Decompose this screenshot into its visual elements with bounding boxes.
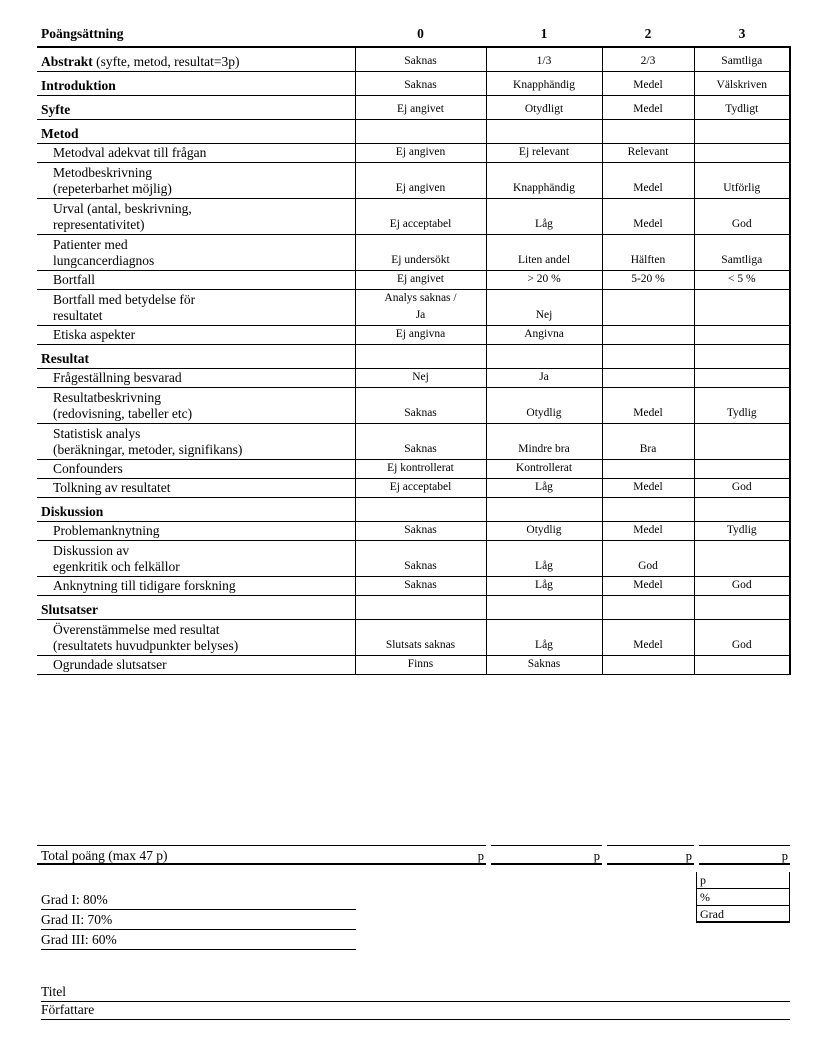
score-cell-2[interactable] (602, 497, 694, 521)
score-cell-1[interactable]: Knapphändig (486, 71, 602, 95)
score-cell-0[interactable]: Slutsats saknas (355, 619, 486, 655)
score-cell-0[interactable]: Ej angiven (355, 143, 486, 162)
score-cell-1[interactable]: 1/3 (486, 47, 602, 71)
score-cell-2[interactable] (602, 459, 694, 478)
score-cell-3[interactable]: Samtliga (694, 234, 790, 270)
score-cell-3[interactable] (694, 289, 790, 325)
criterion-label (37, 576, 355, 595)
score-cell-0[interactable]: Ej angiven (355, 162, 486, 198)
criterion-text: Metodbeskrivning (repeterbarhet möjlig) (53, 164, 172, 196)
score-cell-3[interactable] (694, 143, 790, 162)
header-col-1: 1 (540, 26, 548, 41)
criterion-text: Diskussion (41, 503, 104, 519)
criterion-label (37, 47, 355, 71)
score-cell-1[interactable]: Ej relevant (486, 143, 602, 162)
score-cell-3[interactable]: God (694, 478, 790, 497)
score-cell-3[interactable]: Tydlig (694, 521, 790, 540)
table-row (37, 198, 790, 234)
criterion-text: Syfte (41, 101, 71, 117)
score-cell-2[interactable]: Bra (602, 423, 694, 459)
summary-box (696, 872, 790, 923)
table-row (37, 540, 790, 576)
score-cell-1[interactable]: Otydlig (486, 387, 602, 423)
score-cell-0[interactable] (355, 595, 486, 619)
score-cell-3[interactable] (694, 119, 790, 143)
score-cell-0[interactable]: Analys saknas / Ja (355, 289, 486, 325)
criterion-text: Ogrundade slutsatser (53, 656, 167, 672)
header-col-2: 2 (644, 26, 652, 41)
total-col-0[interactable]: p (355, 845, 486, 865)
score-cell-2[interactable]: 2/3 (602, 47, 694, 71)
total-col-2[interactable]: p (607, 845, 694, 865)
score-cell-0[interactable] (355, 497, 486, 521)
criterion-text: Slutsatser (41, 601, 98, 617)
score-cell-1[interactable]: Otydligt (486, 95, 602, 119)
score-cell-1[interactable]: > 20 % (486, 270, 602, 289)
score-cell-2[interactable]: Relevant (602, 143, 694, 162)
score-cell-3[interactable] (694, 459, 790, 478)
criterion-label (37, 71, 355, 95)
score-cell-3[interactable] (694, 423, 790, 459)
table-row (37, 289, 790, 325)
score-cell-1[interactable]: Låg (486, 540, 602, 576)
score-cell-0[interactable]: Saknas (355, 576, 486, 595)
summary-grade[interactable]: Grad (696, 906, 790, 923)
score-cell-3[interactable]: God (694, 619, 790, 655)
criterion-text: Tolkning av resultatet (53, 479, 171, 495)
table-row (37, 423, 790, 459)
criterion-text: Överenstämmelse med resultat (resultatets huvudpunkter belyses) (53, 621, 239, 653)
table-row (37, 521, 790, 540)
table-row (37, 234, 790, 270)
total-row (37, 845, 790, 865)
score-cell-2[interactable]: Medel (602, 576, 694, 595)
score-cell-1[interactable]: Angivna (486, 325, 602, 344)
score-cell-2[interactable]: Medel (602, 71, 694, 95)
score-cell-2[interactable] (602, 289, 694, 325)
table-row (37, 344, 790, 368)
header-label: Poängsättning (41, 26, 124, 41)
criterion-label (37, 270, 355, 289)
score-cell-1[interactable]: Liten andel (486, 234, 602, 270)
table-row (37, 71, 790, 95)
score-cell-0[interactable]: Ej undersökt (355, 234, 486, 270)
criterion-text: Metod (41, 125, 79, 141)
score-cell-1[interactable] (486, 344, 602, 368)
criterion-label (37, 387, 355, 423)
header-col-0: 0 (417, 26, 424, 41)
score-cell-2[interactable]: Medel (602, 478, 694, 497)
criterion-label (37, 95, 355, 119)
score-cell-2[interactable] (602, 368, 694, 387)
score-cell-0[interactable]: Saknas (355, 540, 486, 576)
criterion-text: Resultat (41, 350, 89, 366)
score-cell-1[interactable]: Knapphändig (486, 162, 602, 198)
score-cell-0[interactable]: Ej acceptabel (355, 198, 486, 234)
score-cell-2[interactable]: Medel (602, 387, 694, 423)
criterion-label (37, 478, 355, 497)
score-cell-2[interactable]: Medel (602, 198, 694, 234)
header-col-3: 3 (738, 26, 746, 41)
table-row (37, 459, 790, 478)
table-row (37, 595, 790, 619)
score-cell-0[interactable]: Ej acceptabel (355, 478, 486, 497)
table-row (37, 497, 790, 521)
score-cell-2[interactable] (602, 595, 694, 619)
score-cell-0[interactable]: Finns (355, 655, 486, 674)
criterion-text: Problemanknytning (53, 522, 160, 538)
score-cell-3[interactable] (694, 325, 790, 344)
table-row (37, 95, 790, 119)
score-cell-1[interactable]: Saknas (486, 655, 602, 674)
score-cell-3[interactable] (694, 368, 790, 387)
score-cell-2[interactable] (602, 655, 694, 674)
score-cell-2[interactable] (602, 344, 694, 368)
score-cell-3[interactable]: Välskriven (694, 71, 790, 95)
score-cell-0[interactable]: Saknas (355, 387, 486, 423)
criterion-note: (syfte, metod, resultat=3p) (92, 53, 240, 69)
score-cell-0[interactable]: Ej angivet (355, 270, 486, 289)
score-cell-1[interactable]: Låg (486, 198, 602, 234)
score-cell-2[interactable] (602, 119, 694, 143)
criterion-label (37, 368, 355, 387)
score-cell-0[interactable]: Ej angivna (355, 325, 486, 344)
score-cell-1[interactable]: Mindre bra (486, 423, 602, 459)
grade-3: Grad III: 60% (41, 930, 356, 950)
grade-1: Grad I: 80% (41, 890, 356, 910)
table-row (37, 47, 790, 71)
criterion-label (37, 325, 355, 344)
score-cell-0[interactable]: Saknas (355, 47, 486, 71)
criterion-text: Etiska aspekter (53, 326, 136, 342)
criterion-text: Abstrakt (41, 53, 93, 69)
table-row (37, 270, 790, 289)
total-col-1[interactable]: p (491, 845, 602, 865)
scoring-table-body (37, 47, 790, 674)
score-cell-0[interactable]: Ej kontrollerat (355, 459, 486, 478)
summary-percent[interactable]: % (696, 889, 790, 906)
criterion-text: Urval (antal, beskrivning, representativitet) (53, 200, 192, 232)
criterion-label (37, 344, 355, 368)
criterion-text: Bortfall (53, 271, 95, 287)
score-cell-3[interactable]: Tydlig (694, 387, 790, 423)
criterion-label (37, 143, 355, 162)
criterion-label (37, 595, 355, 619)
criterion-label (37, 459, 355, 478)
score-cell-1[interactable]: Ja (486, 368, 602, 387)
title-field[interactable]: Titel (41, 982, 790, 1002)
summary-points[interactable]: p (696, 872, 790, 889)
score-cell-1[interactable]: Otydlig (486, 521, 602, 540)
criterion-text: Frågeställning besvarad (53, 369, 182, 385)
table-row (37, 119, 790, 143)
criterion-label (37, 198, 355, 234)
table-row (37, 368, 790, 387)
criterion-text: Patienter med lungcancerdiagnos (53, 236, 155, 268)
score-cell-3[interactable]: Samtliga (694, 47, 790, 71)
score-cell-2[interactable]: Medel (602, 619, 694, 655)
score-cell-3[interactable] (694, 497, 790, 521)
score-cell-1[interactable]: Kontrollerat (486, 459, 602, 478)
criterion-text: Diskussion av egenkritik och felkällor (53, 542, 180, 574)
criterion-text: Statistisk analys (beräkningar, metoder, signifikans) (53, 425, 243, 457)
score-cell-0[interactable]: Nej (355, 368, 486, 387)
score-cell-3[interactable] (694, 655, 790, 674)
score-cell-1[interactable] (486, 119, 602, 143)
criterion-text: Resultatbeskrivning (redovisning, tabeller etc) (53, 389, 193, 421)
criterion-label (37, 119, 355, 143)
score-cell-2[interactable]: Medel (602, 95, 694, 119)
score-cell-2[interactable]: Hälften (602, 234, 694, 270)
score-cell-3[interactable]: God (694, 576, 790, 595)
table-row (37, 478, 790, 497)
score-cell-3[interactable] (694, 595, 790, 619)
score-cell-0[interactable]: Saknas (355, 71, 486, 95)
author-field[interactable]: Författare (41, 1000, 790, 1020)
table-row (37, 387, 790, 423)
criterion-label (37, 423, 355, 459)
criterion-label (37, 540, 355, 576)
criterion-label (37, 289, 355, 325)
table-row (37, 143, 790, 162)
table-row (37, 619, 790, 655)
score-cell-3[interactable]: Tydligt (694, 95, 790, 119)
table-row (37, 655, 790, 674)
score-cell-0[interactable]: Saknas (355, 423, 486, 459)
score-cell-3[interactable] (694, 344, 790, 368)
score-cell-3[interactable]: < 5 % (694, 270, 790, 289)
score-cell-2[interactable]: 5-20 % (602, 270, 694, 289)
score-cell-2[interactable]: Medel (602, 521, 694, 540)
score-cell-1[interactable]: Nej (486, 289, 602, 325)
criterion-label (37, 162, 355, 198)
criterion-label (37, 619, 355, 655)
criterion-text: Metodval adekvat till frågan (53, 144, 207, 160)
total-label: Total poäng (max 47 p) (37, 845, 355, 865)
criterion-text: Introduktion (41, 77, 116, 93)
table-row (37, 325, 790, 344)
score-cell-0[interactable]: Saknas (355, 521, 486, 540)
score-cell-1[interactable]: Låg (486, 619, 602, 655)
criterion-text: Anknytning till tidigare forskning (53, 577, 236, 593)
total-col-3[interactable]: p (699, 845, 790, 865)
table-row (37, 162, 790, 198)
criterion-label (37, 521, 355, 540)
score-cell-0[interactable]: Ej angivet (355, 95, 486, 119)
score-cell-0[interactable] (355, 344, 486, 368)
scoring-table (37, 46, 791, 675)
score-cell-3[interactable] (694, 540, 790, 576)
criterion-text: Bortfall med betydelse för resultatet (53, 291, 196, 323)
score-cell-1[interactable]: Låg (486, 576, 602, 595)
score-cell-1[interactable] (486, 595, 602, 619)
score-cell-0[interactable] (355, 119, 486, 143)
score-cell-3[interactable]: God (694, 198, 790, 234)
criterion-label (37, 497, 355, 521)
criterion-text: Confounders (53, 460, 123, 476)
score-cell-1[interactable] (486, 497, 602, 521)
criterion-label (37, 234, 355, 270)
grade-2: Grad II: 70% (41, 910, 356, 930)
score-cell-2[interactable] (602, 325, 694, 344)
score-cell-1[interactable]: Låg (486, 478, 602, 497)
score-cell-2[interactable]: God (602, 540, 694, 576)
table-row (37, 576, 790, 595)
score-cell-3[interactable]: Utförlig (694, 162, 790, 198)
score-cell-2[interactable]: Medel (602, 162, 694, 198)
criterion-label (37, 655, 355, 674)
